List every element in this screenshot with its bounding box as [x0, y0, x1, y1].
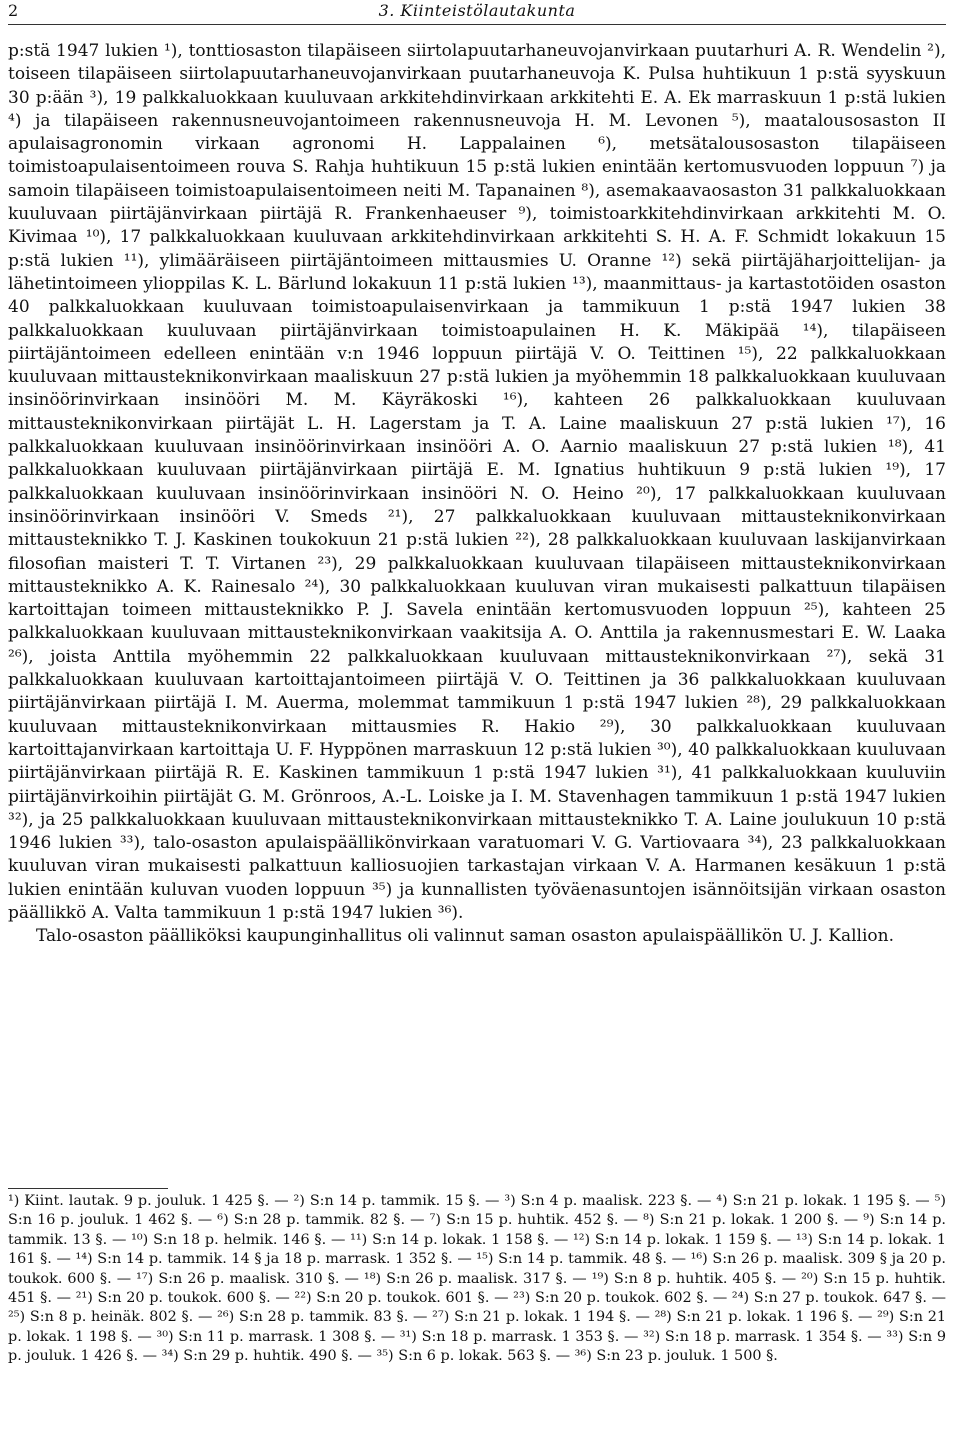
running-title: 3. Kiinteistölautakunta	[378, 1, 576, 20]
body-paragraph-1: p:stä 1947 lukien ¹), tonttiosaston tilapäiseen siirtolapuutarhaneuvojanvirkaan puutarhuri A. R. Wendelin ²), toiseen tilapäiseen siirtolapuutarhaneuvojanvirkaan puutarhaneuvoja K. Pulsa huhtikuun 1 p:stä syyskuun 30 p:ään ³), 19 palkkaluokkaan kuuluvaan arkkitehdinvirkaan arkkitehti E. A. Ek marraskuun 1 p:stä lukien ⁴) ja tilapäiseen rakennusneuvojantoimeen rakennusneuvoja H. M. Levonen ⁵), maatalousosaston II apulaisagronomin virkaan agronomi H. Lappalainen ⁶), metsätalousosaston tilapäiseen toimistoapulaisentoimeen rouva S. Rahja huhtikuun 15 p:stä lukien enintään kertomusvuoden loppuun ⁷) ja samoin tilapäiseen toimistoapulaisentoimeen neiti M. Tapanainen ⁸), asemakaavaosaston 31 palkkaluokkaan kuuluvaan piirtäjänvirkaan piirtäjä R. Frankenhaeuser ⁹), toimistoarkkitehdinvirkaan arkkitehti M. O. Kivimaa ¹⁰), 17 palkkaluokkaan kuuluvaan arkkitehdinvirkaan arkkitehti S. H. A. F. Schmidt lokakuun 15 p:stä lukien ¹¹), ylimääräiseen piirtäjäntoimeen mittausmies U. Oranne ¹²) sekä piirtäjäharjoittelijan- ja lähetintoimeen ylioppilas K. L. Bärlund lokakuun 11 p:stä lukien ¹³), maanmittaus- ja kartastotöiden osaston 40 palkkaluokkaan kuuluvaan toimistoapulaisenvirkaan ja tammikuun 1 p:stä 1947 lukien 38 palkkaluokkaan kuuluvaan piirtäjänvirkaan toimistoapulainen H. K. Mäkipää ¹⁴), tilapäiseen piirtäjäntoimeen edelleen enintään v:n 1946 loppuun piirtäjä V. O. Teittinen ¹⁵), 22 palkkaluokkaan kuuluvaan mittausteknikonvirkaan maaliskuun 27 p:stä lukien ja myöhemmin 18 palkkaluokkaan kuuluvaan insinöörinvirkaan insinööri M. M. Käyräkoski ¹⁶), kahteen 26 palkkaluokkaan kuuluvaan mittausteknikonvirkaan piirtäjät L. H. Lagerstam ja T. A. Laine maaliskuun 27 p:stä lukien ¹⁷), 16 palkkaluokkaan kuuluvaan insinöörinvirkaan insinööri A. O. Aarnio maaliskuun 27 p:stä lukien ¹⁸), 41 palkkaluokkaan kuuluvaan piirtäjänvirkaan piirtäjä E. M. Ignatius huhtikuun 9 p:stä lukien ¹⁹), 17 palkkaluokkaan kuuluvaan insinöörinvirkaan insinööri N. O. Heino ²⁰), 17 palkkaluokkaan kuuluvaan insinöörinvirkaan insinööri V. Smeds ²¹), 27 palkkaluokkaan kuuluvaan mittausteknikonvirkaan mittausteknikko T. J. Kaskinen toukokuun 21 p:stä lukien ²²), 28 palkkaluokkaan kuuluvaan laskijanvirkaan filosofian maisteri T. T. Virtanen ²³), 29 palkkaluokkaan kuuluvaan tilapäiseen mittausteknikonvirkaan mittausteknikko A. K. Rainesalo ²⁴), 30 palkkaluokkaan kuuluvan viran mukaisesti palkattuun tilapäisen kartoittajan toimeen mittausteknikko P. J. Savela enintään kertomusvuoden loppuun ²⁵), kahteen 25 palkkaluokkaan kuuluvaan mittausteknikonvirkaan vaakitsija A. O. Anttila ja rakennusmestari E. W. Laaka ²⁶), joista Anttila myöhemmin 22 palkkaluokkaan kuuluvaan mittausteknikonvirkaan ²⁷), sekä 31 palkkaluokkaan kuuluvaan kartoittajantoimeen piirtäjä V. O. Teittinen ja 36 palkkaluokkaan kuuluvaan piirtäjänvirkaan piirtäjä I. M. Auerma, molemmat tammikuun 1 p:stä 1947 lukien ²⁸), 29 palkkaluokkaan kuuluvaan mittausteknikonvirkaan mittausmies R. Hakio ²⁹), 30 palkkaluokkaan kuuluvaan kartoittajanvirkaan kartoittaja U. F. Hyppönen marraskuun 12 p:stä lukien ³⁰), 40 palkkaluokkaan kuuluvaan piirtäjänvirkaan piirtäjä R. E. Kaskinen tammikuun 1 p:stä 1947 lukien ³¹), 41 palkkaluokkaan kuuluviin piirtäjänvirkoihin piirtäjät G. M. Grönroos, A.-L. Loiske ja I. M. Stavenhagen tammikuun 1 p:stä 1947 lukien ³²), ja 25 palkkaluokkaan kuuluvaan mittausteknikonvirkaan mittausteknikko T. A. Laine joulukuun 10 p:stä 1946 lukien ³³), talo-osaston apulaispäällikönvirkaan varatuomari V. G. Vartiovaara ³⁴), 23 palkkaluokkaan kuuluvan viran mukaisesti palkattuun kalliosuojien tarkastajan virkaan V. A. Harmanen kesäkuun 1 p:stä lukien enintään kuluvan vuoden loppuun ³⁵) ja kunnallisten työväenasuntojen isännöitsijän virkaan osaston päällikkö A. Valta tammikuun 1 p:stä 1947 lukien ³⁶).	[8, 41, 946, 923]
header-rule	[8, 24, 946, 25]
main-text	[8, 40, 946, 949]
page-header	[8, 0, 946, 24]
body-paragraph-2: Talo-osaston päälliköksi kaupunginhallitus oli valinnut saman osaston apulaispäällikön U. J. Kallion.	[36, 926, 894, 947]
footnote-rule	[8, 1188, 168, 1189]
page-number: 2	[8, 1, 19, 20]
footnotes: ¹) Kiint. lautak. 9 p. jouluk. 1 425 §. — ²) S:n 14 p. tammik. 15 §. — ³) S:n 4 p. maalisk. 223 §. — ⁴) S:n 21 p. lokak. 1 195 §. — ⁵) S:n 16 p. jouluk. 1 462 §. — ⁶) S:n 28 p. tammik. 82 §. — ⁷) S:n 15 p. huhtik. 452 §. — ⁸) S:n 21 p. lokak. 1 200 §. — ⁹) S:n 14 p. tammik. 13 §. — ¹⁰) S:n 18 p. helmik. 146 §. — ¹¹) S:n 14 p. lokak. 1 158 §. — ¹²) S:n 14 p. lokak. 1 159 §. — ¹³) S:n 14 p. lokak. 1 161 §. — ¹⁴) S:n 14 p. tammik. 14 § ja 18 p. marrask. 1 352 §. — ¹⁵) S:n 14 p. tammik. 48 §. — ¹⁶) S:n 26 p. maalisk. 309 § ja 20 p. toukok. 600 §. — ¹⁷) S:n 26 p. maalisk. 310 §. — ¹⁸) S:n 26 p. maalisk. 317 §. — ¹⁹) S:n 8 p. huhtik. 405 §. — ²⁰) S:n 15 p. huhtik. 451 §. — ²¹) S:n 20 p. toukok. 600 §. — ²²) S:n 20 p. toukok. 601 §. — ²³) S:n 20 p. toukok. 602 §. — ²⁴) S:n 27 p. toukok. 647 §. — ²⁵) S:n 8 p. heinäk. 802 §. — ²⁶) S:n 28 p. tammik. 83 §. — ²⁷) S:n 21 p. lokak. 1 194 §. — ²⁸) S:n 21 p. lokak. 1 196 §. — ²⁹) S:n 21 p. lokak. 1 198 §. — ³⁰) S:n 11 p. marrask. 1 308 §. — ³¹) S:n 18 p. marrask. 1 353 §. — ³²) S:n 18 p. marrask. 1 354 §. — ³³) S:n 9 p. jouluk. 1 426 §. — ³⁴) S:n 29 p. huhtik. 490 §. — ³⁵) S:n 6 p. lokak. 563 §. — ³⁶) S:n 23 p. jouluk. 1 500 §.	[8, 1193, 946, 1365]
